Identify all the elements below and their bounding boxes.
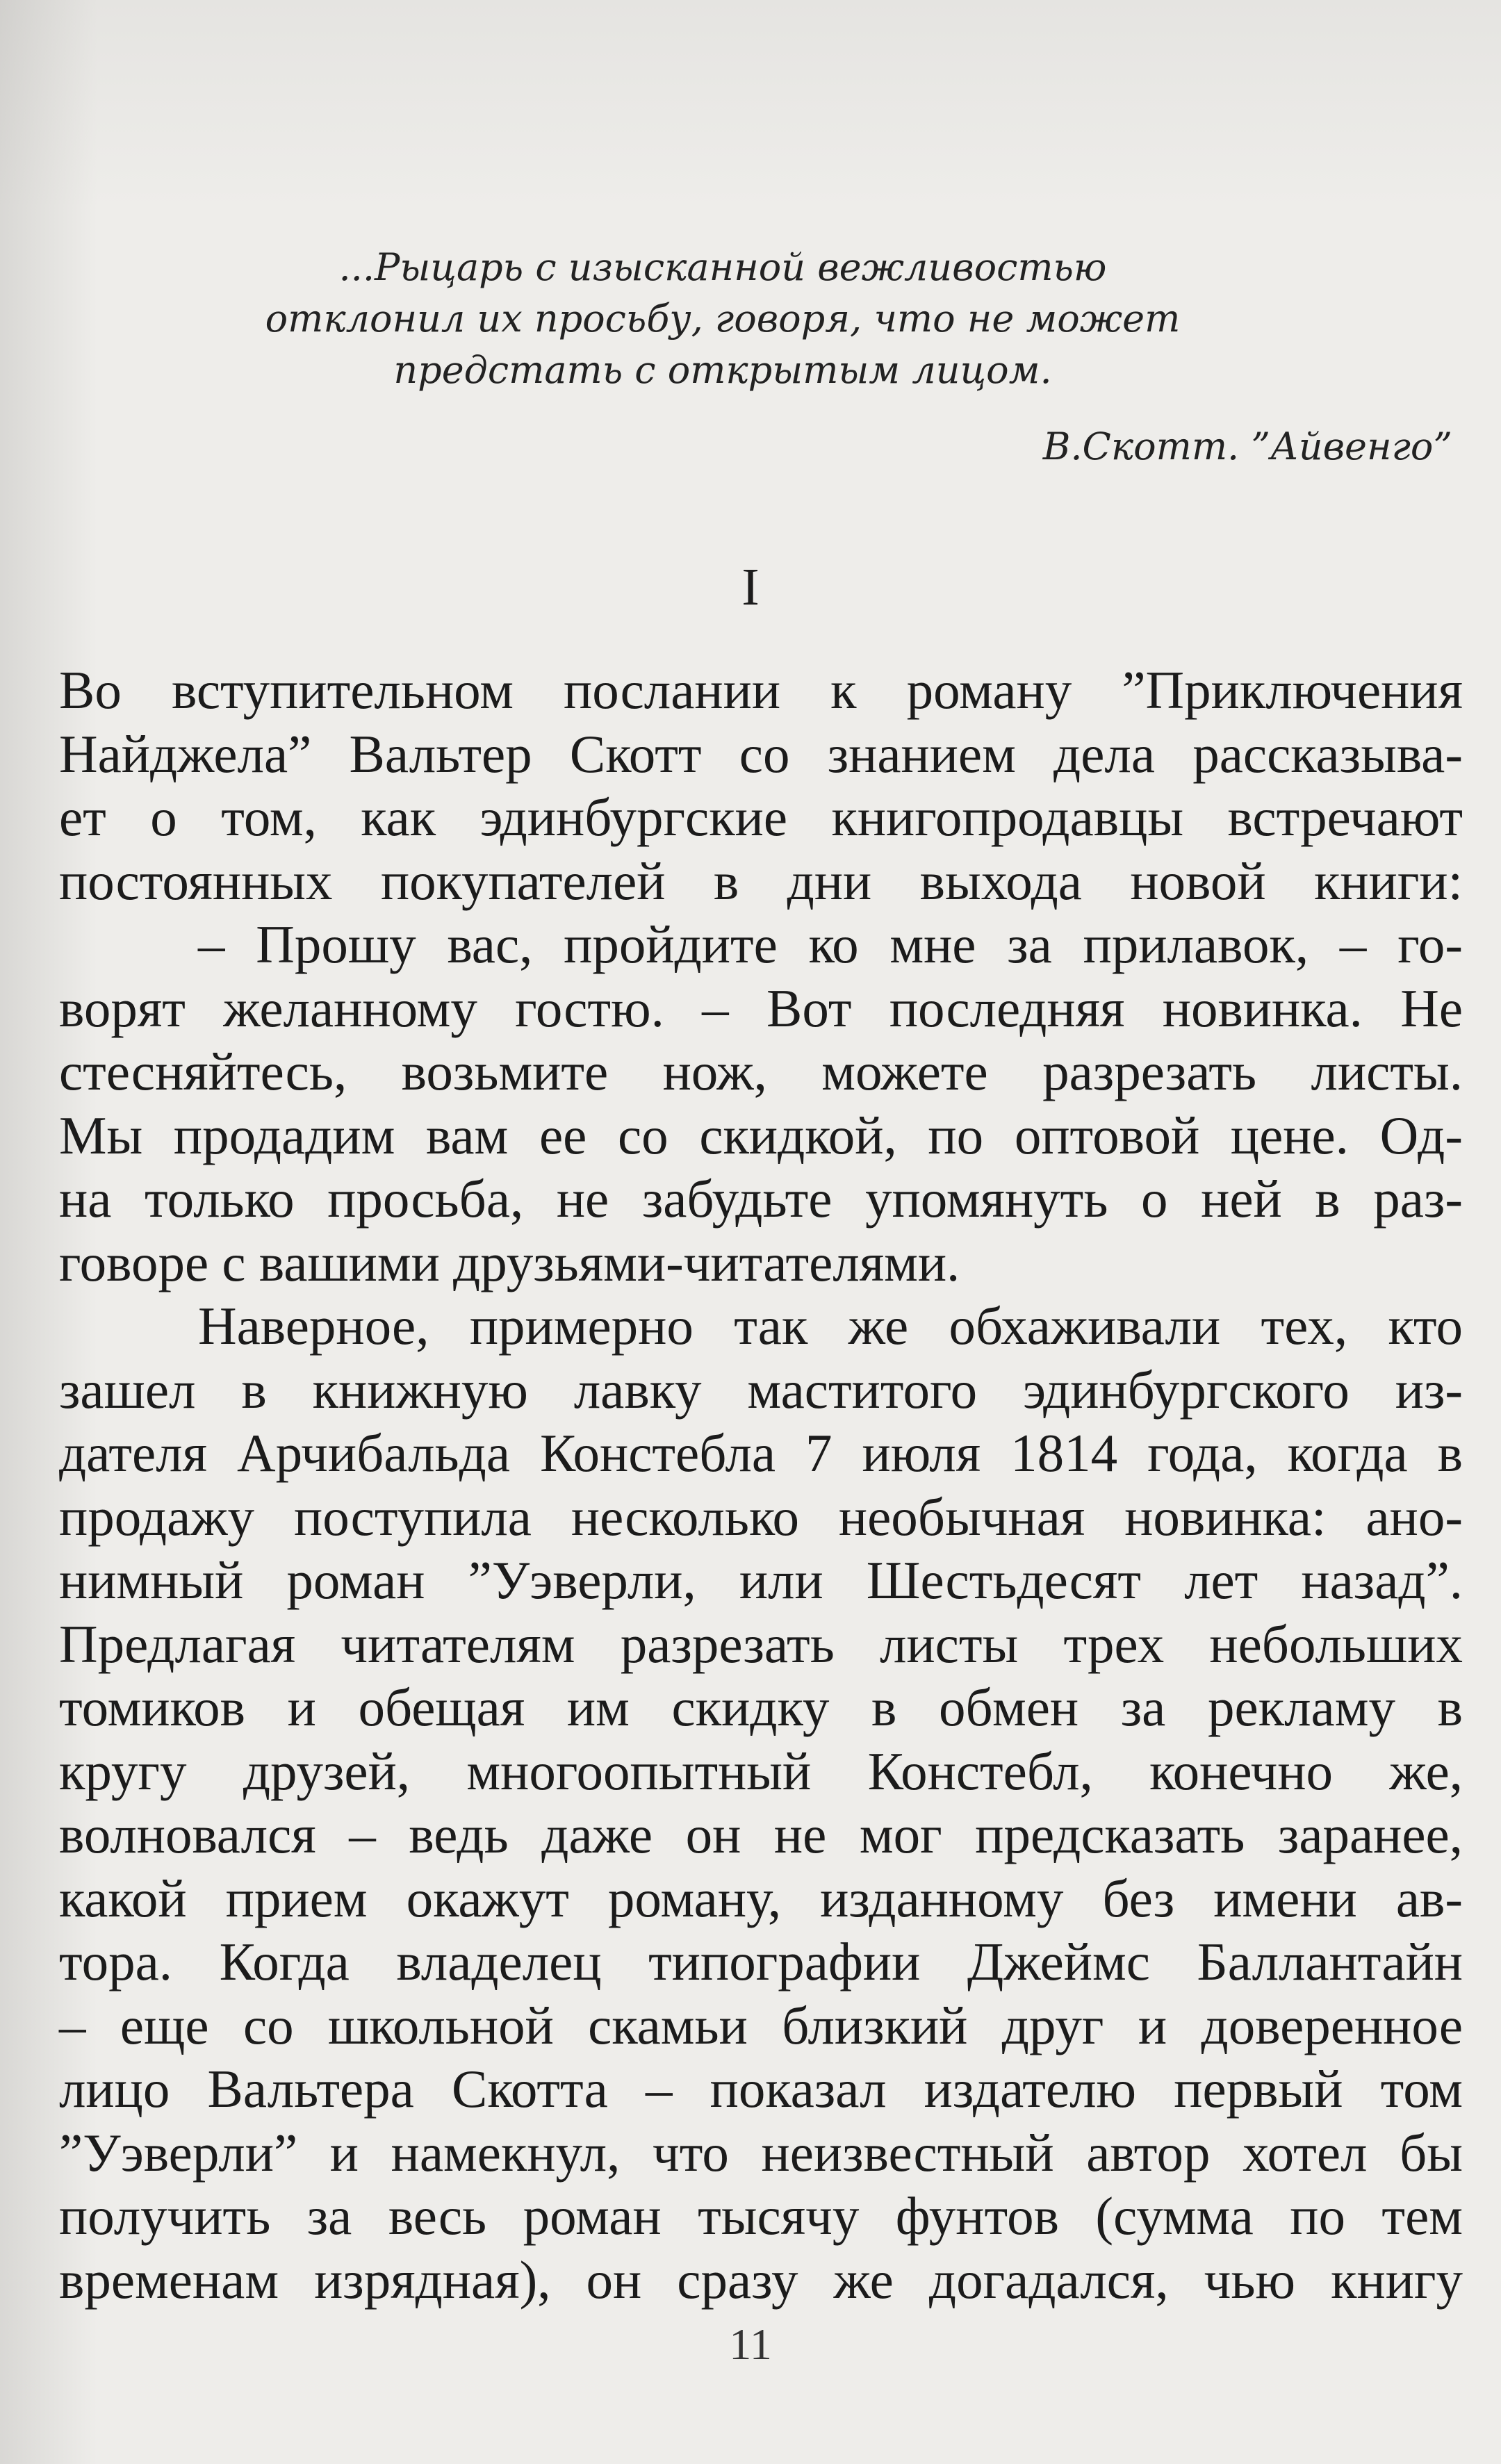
text-line: ет о том, как эдинбургские книгопродавцы встречают <box>59 787 1463 847</box>
text-line: дателя Арчибальда Констебла 7 июля 1814 года, когда в <box>59 1423 1463 1483</box>
text-line: Мы продадим вам ее со скидкой, по оптовой цене. Од- <box>59 1105 1463 1165</box>
text-line: Наверное, примерно так же обхаживали тех, кто <box>198 1296 1463 1356</box>
chapter-number: I <box>741 558 760 616</box>
text-line: волновался – ведь даже он не мог предсказать заранее, <box>59 1805 1463 1864</box>
text-line: продажу поступила несколько необычная новинка: ано- <box>59 1486 1463 1547</box>
text-line: какой прием окажут роману, изданному без имени ав- <box>59 1868 1463 1928</box>
text-line: тора. Когда владелец типографии Джеймс Баллантайн <box>59 1932 1463 1991</box>
text-line: постоянных покупателей в дни выхода новой книги: <box>59 851 1463 911</box>
text-line: – еще со школьной скамьи близкий друг и доверенное <box>59 1995 1463 2055</box>
epigraph-line: ...Рыцарь с изысканной вежливостью <box>338 245 1107 289</box>
text-line: временам изрядная), он сразу же догадался, чью книгу <box>59 2249 1463 2310</box>
epigraph-source: В.Скотт. ”Айвенго” <box>1042 425 1452 468</box>
epigraph-line: отклонил их просьбу, говоря, что не может <box>265 297 1181 340</box>
text-line: нимный роман ”Уэверли, или Шестьдесят лет назад”. <box>59 1550 1463 1610</box>
text-line: – Прошу вас, пройдите ко мне за прилавок, – го- <box>198 914 1463 974</box>
epigraph <box>181 242 1265 396</box>
text-line: стесняйтесь, возьмите нож, можете разрезать листы. <box>59 1042 1463 1101</box>
text-line: Найджела” Вальтер Скотт со знанием дела рассказыва- <box>59 723 1463 784</box>
text-line: томиков и обещая им скидку в обмен за рекламу в <box>59 1677 1463 1737</box>
text-line: получить за весь роман тысячу фунтов (сумма по тем <box>59 2186 1463 2246</box>
text-line: говоре с вашими друзьями-читателями. <box>59 1232 960 1292</box>
text-line: Во вступительном послании к роману ”Приключения <box>59 660 1463 720</box>
text-line: ворят желанному гостю. – Вот последняя новинка. Не <box>59 978 1463 1038</box>
text-line: Предлагая читателям разрезать листы трех небольших <box>59 1613 1463 1674</box>
text-line: на только просьба, не забудьте упомянуть о ней в раз- <box>59 1169 1463 1229</box>
text-line: ”Уэверли” и намекнул, что неизвестный автор хотел бы <box>59 2122 1463 2183</box>
page-number: 11 <box>729 2319 772 2369</box>
body-text <box>59 659 1463 2312</box>
text-line: кругу друзей, многоопытный Констебл, конечно же, <box>59 1741 1463 1801</box>
text-line: лицо Вальтера Скотта – показал издателю первый том <box>59 2059 1463 2119</box>
text-line: зашел в книжную лавку маститого эдинбургского из- <box>59 1359 1463 1420</box>
epigraph-line: предстать с открытым лицом. <box>393 348 1052 392</box>
